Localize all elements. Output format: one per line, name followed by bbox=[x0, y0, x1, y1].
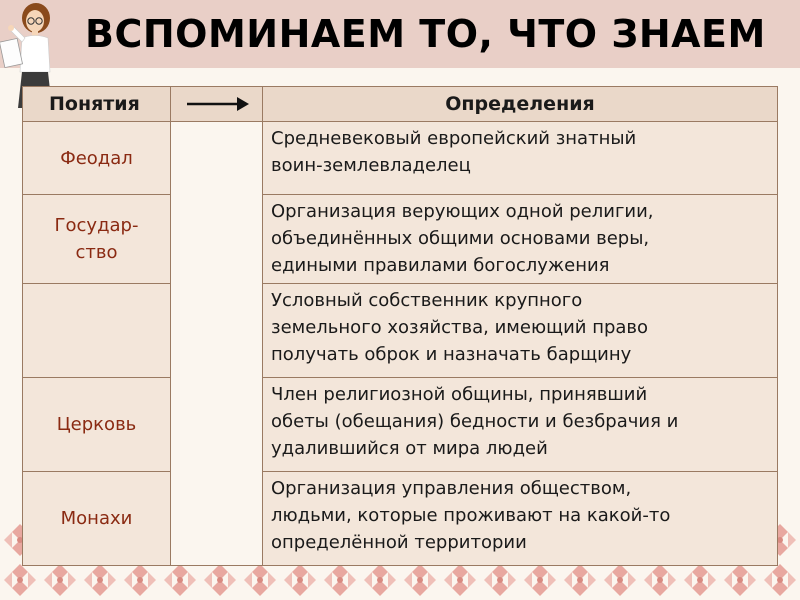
term-cell bbox=[23, 378, 171, 472]
right-arrow-icon bbox=[185, 93, 251, 115]
header-arrow bbox=[171, 87, 263, 122]
definition-cell bbox=[263, 472, 778, 566]
table-row bbox=[23, 472, 778, 566]
definition-text: Условный собственник крупного земельного хозяйства, имеющий право получать оброк и назначать барщину bbox=[271, 290, 649, 365]
term-cell bbox=[23, 122, 171, 195]
term-cell bbox=[23, 472, 171, 566]
table-row bbox=[23, 122, 778, 195]
definition-cell bbox=[263, 284, 778, 378]
term-cell bbox=[23, 284, 171, 378]
table-header-row bbox=[23, 87, 778, 122]
definition-cell bbox=[263, 195, 778, 284]
term-cell bbox=[23, 195, 171, 284]
header-definitions: Определения bbox=[263, 87, 778, 122]
term-text: Церковь bbox=[56, 414, 137, 435]
definition-text: Организация управления обществом, людьми, которые проживают на какой-то определённой территории bbox=[271, 478, 671, 553]
table-row bbox=[23, 284, 778, 378]
definition-text: Член религиозной общины, принявший обеты (обещания) бедности и безбрачия и удалившийся от мира людей bbox=[271, 384, 679, 459]
answer-column bbox=[171, 122, 263, 566]
definition-cell bbox=[263, 122, 778, 195]
table-row bbox=[23, 378, 778, 472]
definition-text: Организация верующих одной религии, объединённых общими основами веры, едиными правилами богослужения bbox=[271, 201, 654, 276]
term-text: Феодал bbox=[60, 147, 133, 169]
concepts-table bbox=[22, 86, 778, 566]
definition-text: Средневековый европейский знатный воин-землевладелец bbox=[271, 128, 637, 176]
term-text: Государ- ство bbox=[54, 215, 139, 263]
term-text: Монахи bbox=[60, 508, 133, 529]
header-terms: Понятия bbox=[23, 87, 171, 122]
definition-cell bbox=[263, 378, 778, 472]
slide-title: ВСПОМИНАЕМ ТО, ЧТО ЗНАЕМ bbox=[85, 12, 766, 56]
table-row bbox=[23, 195, 778, 284]
